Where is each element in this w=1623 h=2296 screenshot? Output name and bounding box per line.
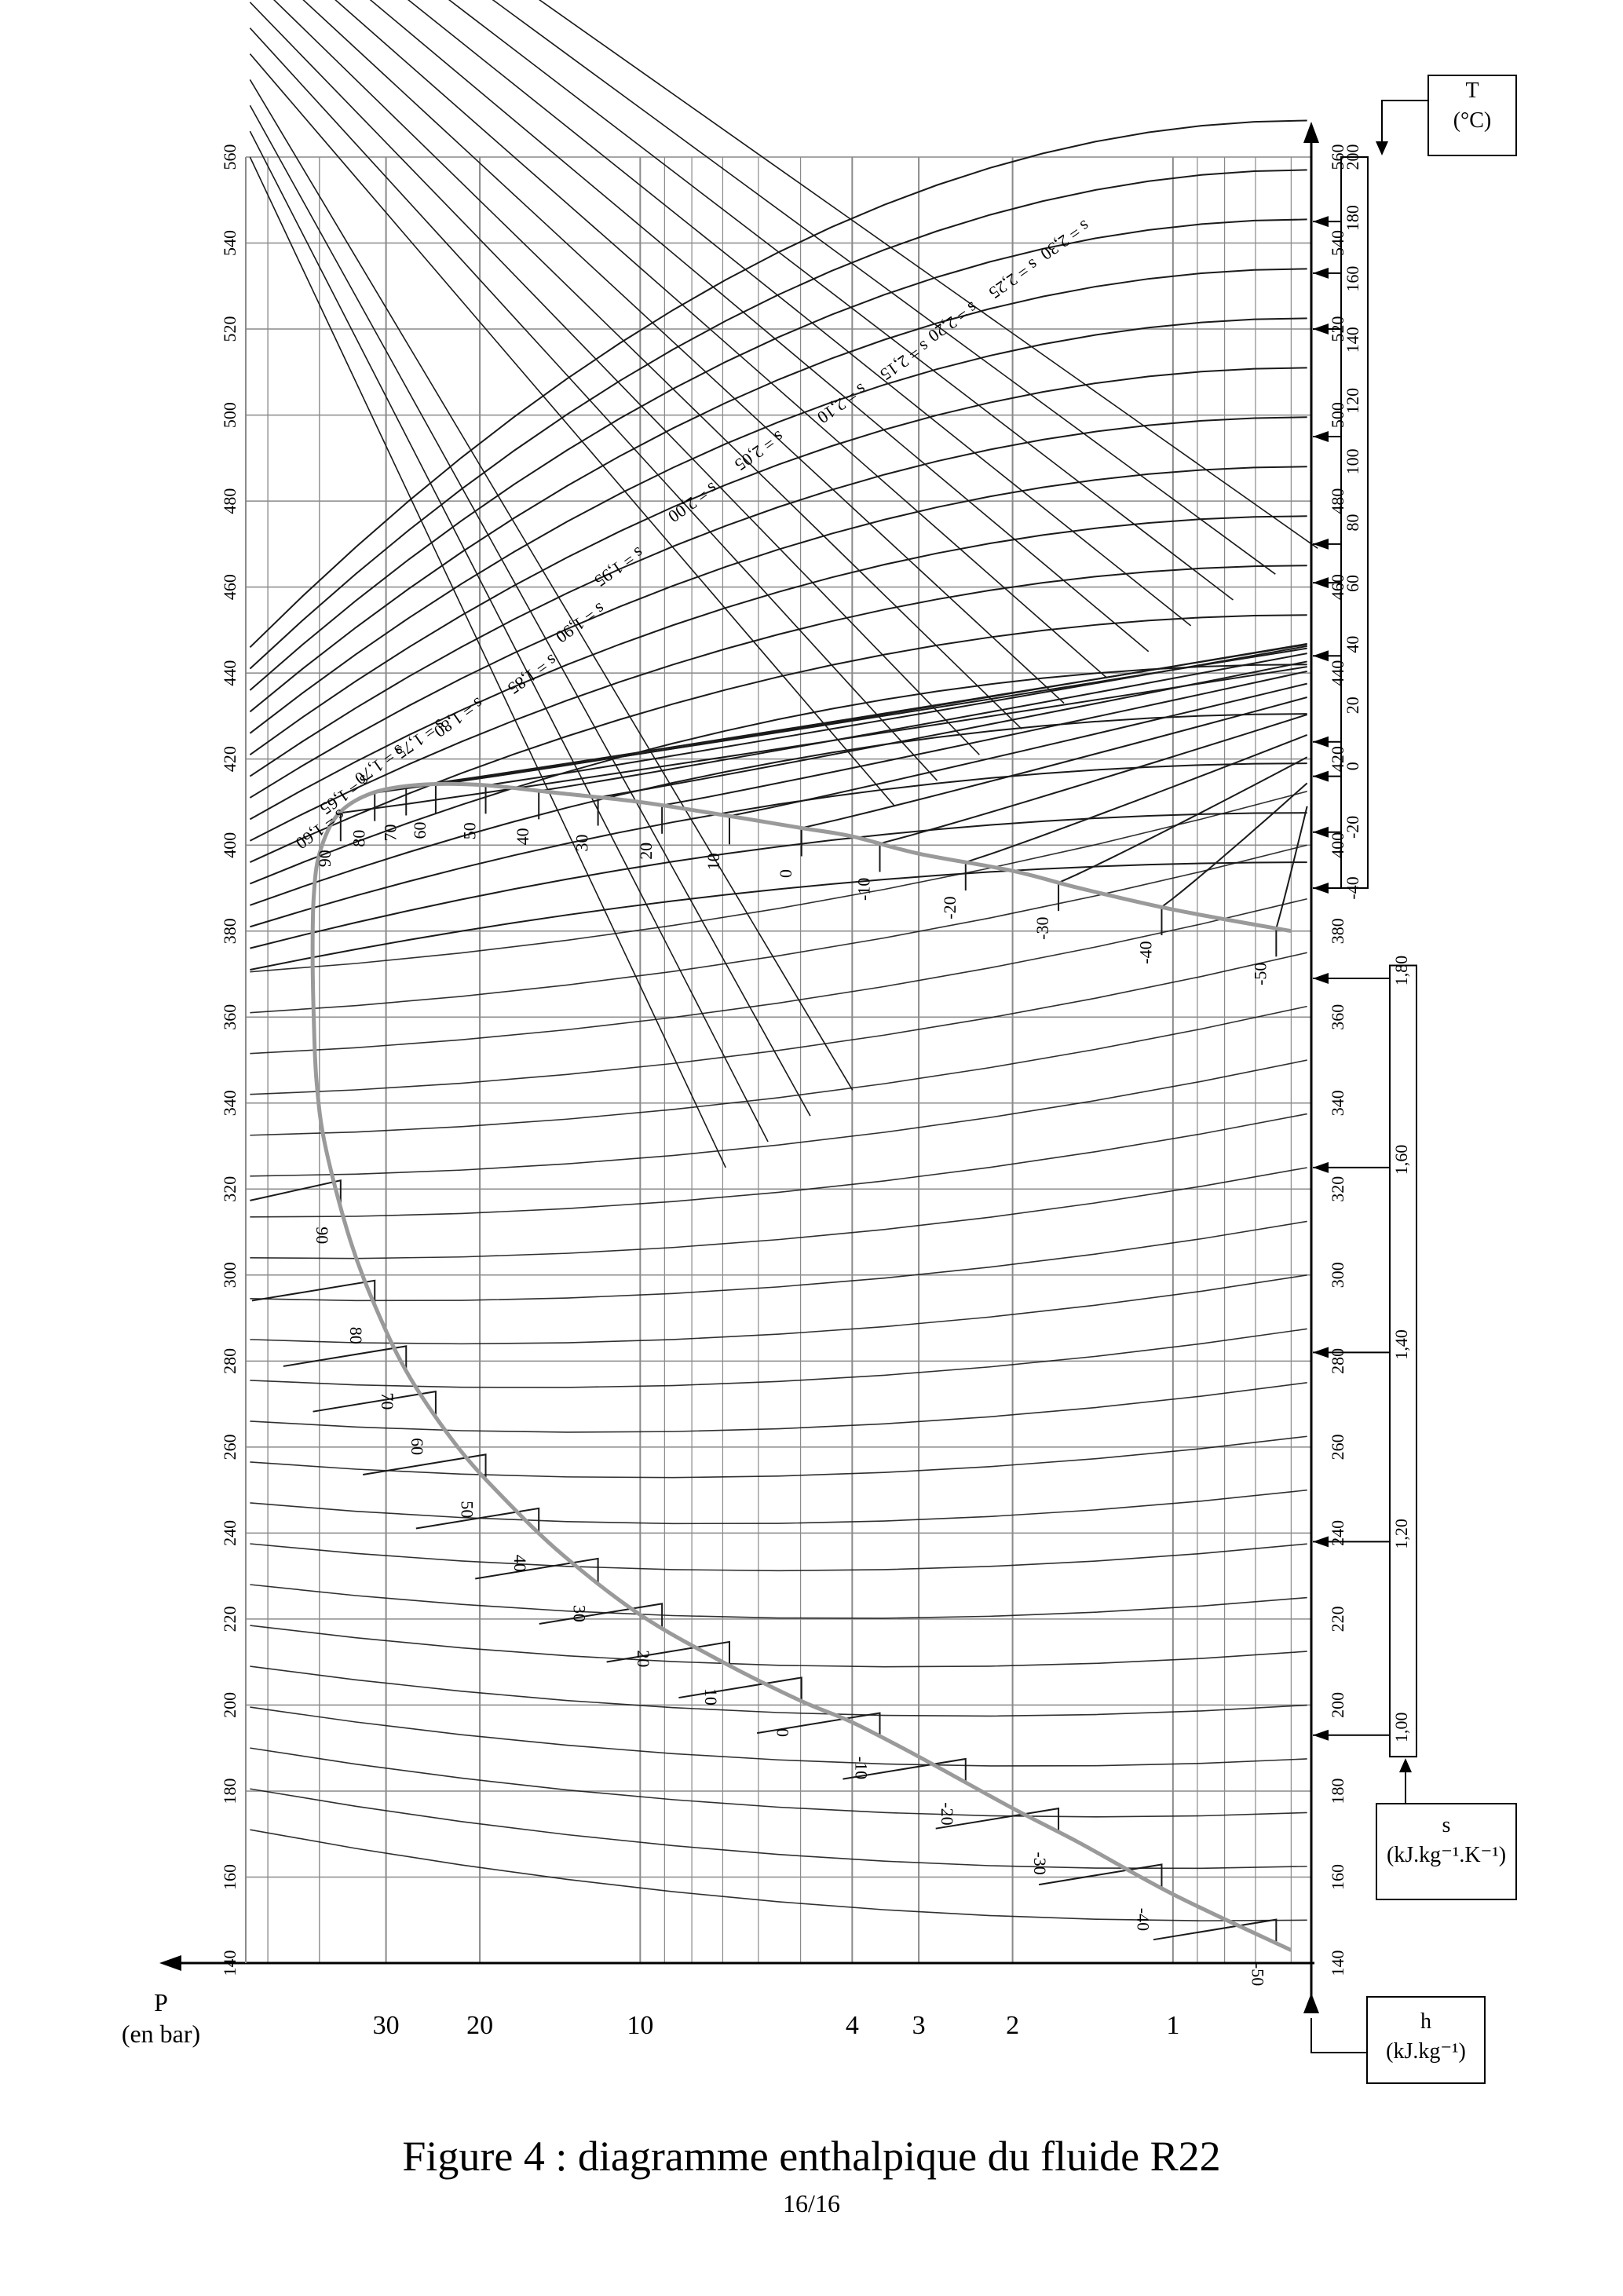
liquid-isotherm-label: 40 <box>510 1554 531 1572</box>
liquid-isotherm-label: -50 <box>1248 1962 1268 1987</box>
temperature-tick-label: 140 <box>1343 327 1363 353</box>
isentrope-label: s = 1,90 <box>552 598 609 647</box>
superheat-isotherm <box>250 170 1307 668</box>
entropy-tick-label: 1,60 <box>1391 1144 1412 1175</box>
superheat-isotherm <box>250 813 1307 949</box>
temperature-tick-label: -40 <box>1343 876 1363 900</box>
entropy-legend-box <box>1376 1803 1517 1900</box>
quality-line <box>250 1221 1307 1300</box>
temperature-tick-label: -20 <box>1343 815 1363 839</box>
temperature-tick-label: 60 <box>1343 575 1363 593</box>
entropy-tick-label: 1,80 <box>1391 955 1412 986</box>
vapour-isotherm-label: 30 <box>572 834 592 852</box>
temperature-tick-label: 100 <box>1343 448 1363 475</box>
vapour-isotherm <box>729 684 1307 817</box>
vapour-isotherm <box>539 653 1307 791</box>
quality-line <box>250 1748 1307 1817</box>
entropy-marker-arrow <box>1313 973 1329 984</box>
temperature-tick-label: 180 <box>1343 205 1363 232</box>
quality-line <box>250 1544 1307 1570</box>
vapour-isotherm-label: 0 <box>775 868 795 878</box>
entropy-unit: (kJ.kg⁻¹.K⁻¹) <box>1386 1843 1507 1867</box>
temperature-tick-label: 200 <box>1343 144 1363 170</box>
temperature-unit: (°C) <box>1453 108 1492 133</box>
enthalpy-unit: (kJ.kg⁻¹) <box>1386 2039 1466 2064</box>
h-tick-label-left: 540 <box>220 230 240 257</box>
h-tick-label-left: 260 <box>220 1434 240 1461</box>
pressure-axis-label <box>102 1987 220 2049</box>
chart-line-families <box>250 0 1318 1943</box>
temperature-marker-arrow <box>1313 771 1329 782</box>
p-tick-label: 2 <box>1006 2010 1020 2040</box>
vapour-isotherm-label: -20 <box>939 896 960 919</box>
isentrope-line <box>250 105 810 1116</box>
isentrope-line <box>250 0 1148 652</box>
h-tick-label-right: 300 <box>1328 1262 1348 1289</box>
isentrope-label: s = 1,60 <box>292 805 349 854</box>
h-tick-label-left: 460 <box>220 574 240 601</box>
h-tick-label-right: 380 <box>1328 918 1348 945</box>
vapour-isotherm-label: 90 <box>314 850 334 868</box>
h-tick-label-right: 240 <box>1328 1519 1348 1546</box>
temperature-marker-arrow <box>1313 650 1329 661</box>
h-tick-label-left: 520 <box>220 316 240 342</box>
enthalpy-label: h <box>1420 2009 1431 2034</box>
vapour-isotherm <box>1276 806 1307 929</box>
vapour-isotherm-label: 60 <box>409 821 430 839</box>
isentrope-line <box>250 2 979 755</box>
h-tick-label-right: 540 <box>1328 230 1348 257</box>
h-tick-label-right: 320 <box>1328 1175 1348 1202</box>
temperature-marker-arrow <box>1313 216 1329 227</box>
isentrope-label: s = 2,20 <box>924 298 981 346</box>
h-tick-label-left: 280 <box>220 1347 240 1374</box>
h-tick-label-left: 160 <box>220 1863 240 1890</box>
h-tick-label-left: 140 <box>220 1950 240 1976</box>
h-tick-label-left: 180 <box>220 1778 240 1804</box>
isentrope-label: s = 2,30 <box>1036 216 1094 265</box>
quality-line <box>250 1625 1307 1667</box>
h-tick-label-left: 300 <box>220 1262 240 1289</box>
quality-line <box>250 1060 1307 1176</box>
temperature-tick-label: 40 <box>1343 635 1363 653</box>
enthalpy-axis-arrow-bottom <box>1303 1993 1319 2013</box>
h-tick-label-right: 160 <box>1328 1863 1348 1890</box>
temperature-marker-arrow <box>1313 431 1329 442</box>
h-tick-label-right: 520 <box>1328 316 1348 342</box>
temperature-marker-arrow <box>1313 324 1329 335</box>
superheat-isotherm <box>250 216 1307 690</box>
liquid-isotherm <box>1153 1920 1276 1943</box>
liquid-isotherm <box>250 1180 340 1204</box>
chart-labels <box>220 144 1411 2040</box>
vapour-isotherm-label: 70 <box>380 824 400 842</box>
temperature-box-connector <box>1382 101 1427 151</box>
liquid-isotherm-label: -30 <box>1030 1852 1051 1875</box>
h-tick-label-left: 400 <box>220 832 240 858</box>
temperature-tick-label: 120 <box>1343 387 1363 414</box>
temperature-box-arrow <box>1376 141 1388 155</box>
quality-line <box>250 952 1307 1095</box>
h-tick-label-left: 440 <box>220 660 240 686</box>
h-tick-label-left: 480 <box>220 488 240 514</box>
isentrope-line <box>250 54 894 806</box>
h-tick-label-right: 280 <box>1328 1347 1348 1374</box>
isentrope-line <box>250 0 1275 574</box>
h-tick-label-right: 460 <box>1328 574 1348 601</box>
entropy-marker-arrow <box>1313 1730 1329 1741</box>
superheat-isotherm <box>250 417 1307 776</box>
isentrope-label: s = 1,80 <box>430 693 488 742</box>
p-tick-label: 4 <box>845 2010 859 2040</box>
isentrope-label: s = 1,95 <box>590 543 648 591</box>
temperature-marker-arrow <box>1313 827 1329 838</box>
superheat-isotherm <box>250 516 1307 819</box>
superheat-isotherm <box>250 664 1307 883</box>
vapour-isotherm-label: -10 <box>854 877 874 901</box>
liquid-isotherm <box>313 1391 436 1415</box>
superheat-isotherm <box>250 120 1307 647</box>
h-tick-label-left: 500 <box>220 402 240 429</box>
quality-line <box>250 1585 1307 1618</box>
h-tick-label-right: 420 <box>1328 746 1348 773</box>
isentrope-label: s = 1,75 <box>392 715 449 763</box>
p-tick-label: 10 <box>627 2010 654 2040</box>
superheat-isotherm <box>250 269 1307 711</box>
liquid-isotherm-label: 60 <box>407 1438 427 1456</box>
temperature-legend-box <box>1427 75 1517 156</box>
temperature-tick-label: 0 <box>1343 762 1363 771</box>
quality-line <box>250 1007 1307 1135</box>
p-tick-label: 20 <box>466 2010 494 2040</box>
vapour-isotherm-label: 20 <box>636 842 656 860</box>
h-tick-label-right: 140 <box>1328 1950 1348 1976</box>
liquid-isotherm-label: 10 <box>700 1687 721 1706</box>
h-tick-label-left: 220 <box>220 1606 240 1632</box>
temperature-marker-arrow <box>1313 539 1329 550</box>
entropy-tick-label: 1,00 <box>1391 1712 1412 1743</box>
liquid-isotherm-label: 80 <box>346 1326 367 1344</box>
isentrope-label: s = 2,25 <box>985 254 1043 303</box>
vapour-isotherm-label: -40 <box>1135 941 1156 964</box>
p-tick-label: 1 <box>1166 2010 1180 2040</box>
isentrope-line <box>250 0 1318 548</box>
entropy-box-arrow <box>1399 1758 1412 1772</box>
vapour-isotherm-label: 80 <box>349 829 369 847</box>
entropy-label: s <box>1442 1813 1451 1837</box>
page-number: 16/16 <box>783 2189 840 2217</box>
temperature-tick-label: 20 <box>1343 696 1363 715</box>
entropy-marker-arrow <box>1313 1536 1329 1547</box>
chart-axes <box>159 101 1427 2053</box>
quality-line <box>250 899 1307 1054</box>
entropy-scale-box <box>1390 966 1416 1757</box>
isentrope-label: s = 2,00 <box>664 478 722 527</box>
liquid-isotherm-label: -10 <box>851 1756 872 1780</box>
p-tick-label: 30 <box>372 2010 400 2040</box>
isentrope-line <box>250 0 1190 626</box>
liquid-isotherm-label: 30 <box>569 1604 590 1622</box>
h-tick-label-right: 500 <box>1328 402 1348 429</box>
liquid-isotherm-label: 50 <box>457 1501 477 1519</box>
isentrope-label: s = 2,05 <box>731 426 788 475</box>
liquid-isotherm <box>283 1346 406 1369</box>
vapour-isotherm-label: -30 <box>1033 916 1053 940</box>
h-tick-label-right: 180 <box>1328 1778 1348 1804</box>
liquid-isotherm-label: -20 <box>937 1802 957 1826</box>
liquid-isotherm-label: 0 <box>773 1727 793 1737</box>
h-tick-label-right: 440 <box>1328 660 1348 686</box>
entropy-tick-label: 1,20 <box>1391 1519 1412 1549</box>
temperature-marker-arrow <box>1313 883 1329 894</box>
figure-caption: Figure 4 : diagramme enthalpique du fluide R22 <box>402 2133 1221 2180</box>
h-tick-label-right: 360 <box>1328 1004 1348 1030</box>
liquid-isotherm-label: 70 <box>378 1392 398 1410</box>
vapour-isotherm-label: 50 <box>459 822 480 840</box>
liquid-isotherm <box>678 1677 801 1701</box>
pressure-unit: (en bar) <box>121 2020 201 2048</box>
isentrope-label: s = 1,65 <box>316 771 374 819</box>
h-tick-label-left: 560 <box>220 144 240 170</box>
temperature-tick-label: 80 <box>1343 514 1363 532</box>
h-tick-label-left: 240 <box>220 1519 240 1546</box>
quality-line <box>250 1490 1307 1524</box>
vapour-isotherm-label: 10 <box>704 853 724 871</box>
quality-line <box>250 1383 1307 1432</box>
isentrope-line <box>250 131 768 1142</box>
isentrope-label: s = 1,70 <box>351 740 408 789</box>
h-tick-label-right: 480 <box>1328 488 1348 514</box>
isentrope-label: s = 2,15 <box>876 336 934 385</box>
isentrope-label: s = 2,10 <box>813 379 871 428</box>
quality-line <box>250 1168 1307 1259</box>
h-tick-label-left: 380 <box>220 918 240 945</box>
liquid-isotherm-label: 20 <box>634 1650 654 1668</box>
entropy-marker-arrow <box>1313 1347 1329 1358</box>
quality-line <box>250 1830 1307 1921</box>
p-tick-label: 3 <box>912 2010 926 2040</box>
h-tick-label-right: 200 <box>1328 1691 1348 1718</box>
isentrope-label: s = 1,85 <box>504 650 561 699</box>
enthalpy-box-connector <box>1311 2018 1366 2053</box>
quality-line <box>250 1275 1307 1344</box>
pressure-label: P <box>154 1988 168 2016</box>
isentrope-line <box>250 79 852 1090</box>
vapour-isotherm-label: 40 <box>513 828 533 846</box>
pressure-axis-arrow <box>159 1955 181 1971</box>
entropy-tick-label: 1,40 <box>1391 1329 1412 1360</box>
enthalpy-legend-box <box>1366 1996 1486 2084</box>
h-tick-label-right: 260 <box>1328 1434 1348 1461</box>
temperature-marker-arrow <box>1313 268 1329 279</box>
temperature-marker-arrow <box>1313 737 1329 748</box>
h-tick-label-right: 560 <box>1328 144 1348 170</box>
entropy-marker-arrow <box>1313 1162 1329 1173</box>
h-tick-label-left: 340 <box>220 1090 240 1117</box>
h-tick-label-right: 400 <box>1328 832 1348 858</box>
liquid-isotherm-label: 90 <box>312 1227 332 1245</box>
enthalpy-axis-arrow-top <box>1303 122 1319 143</box>
h-tick-label-right: 340 <box>1328 1090 1348 1117</box>
h-tick-label-left: 200 <box>220 1691 240 1718</box>
h-tick-label-right: 220 <box>1328 1606 1348 1632</box>
temperature-tick-label: 160 <box>1343 265 1363 292</box>
h-tick-label-left: 320 <box>220 1175 240 1202</box>
h-tick-label-left: 420 <box>220 746 240 773</box>
h-tick-label-left: 360 <box>220 1004 240 1030</box>
liquid-isotherm-label: -40 <box>1133 1907 1153 1932</box>
isentrope-line <box>250 157 726 1168</box>
temperature-marker-arrow <box>1313 577 1329 588</box>
temperature-label: T <box>1465 79 1479 103</box>
vapour-isotherm-label: -50 <box>1250 962 1270 985</box>
